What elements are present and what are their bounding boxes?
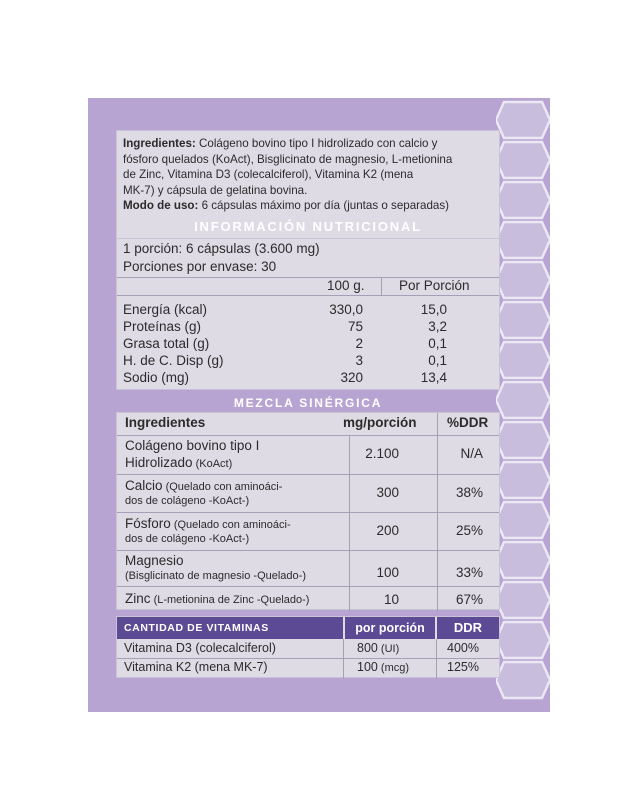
mix-mg: 300 bbox=[376, 485, 399, 500]
vitamin-ddr: 125% bbox=[447, 660, 479, 674]
divider bbox=[117, 435, 499, 436]
mix-name-line-1: Colágeno bovino tipo I bbox=[125, 438, 260, 453]
mix-col-ddr: %DDR bbox=[447, 415, 489, 430]
vitamin-portion: 100 bbox=[357, 660, 378, 674]
ingredients-text-line-3: de Zinc, Vitamina D3 (colecalciferol), Vitamina K2 (mena bbox=[123, 168, 414, 181]
mix-ddr: N/A bbox=[460, 446, 483, 461]
ingredients-text-line-1: Colágeno bovino tipo I hidrolizado con calcio y bbox=[195, 137, 438, 150]
divider bbox=[436, 639, 437, 679]
mix-ddr: 33% bbox=[455, 565, 483, 580]
vitamins-col-ddr: DDR bbox=[437, 617, 499, 639]
mix-mg: 10 bbox=[383, 592, 399, 607]
nutrient-name: Sodio (mg) bbox=[123, 370, 190, 385]
mix-ddr: 67% bbox=[455, 592, 483, 607]
divider bbox=[117, 295, 499, 296]
vitamins-col-portion: por porción bbox=[345, 617, 435, 639]
label-content bbox=[88, 98, 508, 712]
divider bbox=[381, 277, 382, 295]
mix-ddr: 25% bbox=[455, 523, 483, 538]
serving-size: 1 porción: 6 cápsulas (3.600 mg) bbox=[123, 241, 320, 256]
mix-ddr: 38% bbox=[455, 485, 483, 500]
nutrient-name: Proteínas (g) bbox=[123, 319, 202, 334]
mix-name-line-2: Hidrolizado bbox=[125, 455, 193, 470]
mix-table bbox=[116, 412, 500, 610]
nutrition-table bbox=[116, 238, 500, 390]
vitamins-col-name: CANTIDAD DE VITAMINAS bbox=[117, 617, 343, 639]
ingredients-text-line-4: MK-7) y cápsula de gelatina bovina. bbox=[123, 183, 308, 197]
nutrient-name: Grasa total (g) bbox=[123, 336, 210, 351]
vitamins-table bbox=[116, 616, 500, 678]
divider bbox=[117, 512, 499, 513]
mix-name-note: (KoAct) bbox=[192, 458, 233, 470]
mix-col-mg: mg/porción bbox=[343, 415, 417, 430]
nutrient-name: H. de C. Disp (g) bbox=[123, 353, 224, 368]
divider bbox=[343, 639, 344, 679]
mix-name-line-2: dos de colágeno -KoAct-) bbox=[125, 533, 250, 545]
ingredients-label: Ingredientes: bbox=[123, 137, 196, 150]
nutrient-per100: 2 bbox=[355, 336, 363, 351]
vitamin-portion: 800 bbox=[357, 641, 378, 655]
nutrient-portion: 0,1 bbox=[428, 336, 447, 351]
mix-name-line-1: Zinc bbox=[125, 591, 151, 606]
vitamin-ddr: 400% bbox=[447, 641, 479, 655]
mix-name-line-1: Fósforo bbox=[125, 516, 171, 531]
mix-mg: 100 bbox=[376, 565, 399, 580]
mix-name-line-1: Calcio bbox=[125, 478, 163, 493]
mix-name-line-2: (Bisglicinato de magnesio -Quelado-) bbox=[125, 570, 306, 582]
nutrient-per100: 75 bbox=[347, 319, 363, 334]
usage-text: 6 cápsulas máximo por día (juntas o separadas) bbox=[198, 199, 450, 212]
supplement-label-panel bbox=[88, 98, 550, 712]
mix-mg: 200 bbox=[376, 523, 399, 538]
divider bbox=[117, 658, 499, 659]
vitamin-unit: (mcg) bbox=[377, 662, 410, 674]
nutrient-portion: 13,4 bbox=[420, 370, 447, 385]
nutrient-per100: 3 bbox=[355, 353, 363, 368]
mix-name-line-2: dos de colágeno -KoAct-) bbox=[125, 495, 250, 507]
col-100g-header: 100 g. bbox=[327, 278, 365, 293]
nutrient-name: Energía (kcal) bbox=[123, 302, 208, 317]
vitamin-name: Vitamina K2 (mena MK-7) bbox=[124, 660, 268, 674]
nutrient-per100: 330,0 bbox=[329, 302, 363, 317]
nutrient-portion: 3,2 bbox=[428, 319, 447, 334]
nutrient-per100: 320 bbox=[340, 370, 363, 385]
usage-label: Modo de uso: bbox=[123, 199, 199, 212]
mix-name-line-1: Magnesio bbox=[125, 553, 184, 568]
nutrient-portion: 0,1 bbox=[428, 353, 447, 368]
nutrition-title: INFORMACIÓN NUTRICIONAL bbox=[194, 219, 422, 234]
vitamin-unit: (UI) bbox=[377, 643, 400, 655]
divider bbox=[349, 435, 350, 611]
divider bbox=[117, 550, 499, 551]
mix-mg: 2.100 bbox=[365, 446, 399, 461]
ingredients-text-line-2: fósforo quelados (KoAct), Bisglicinato de magnesio, L-metionina bbox=[123, 152, 453, 166]
divider bbox=[117, 474, 499, 475]
mix-name-note: (L-metionina de Zinc -Quelado-) bbox=[150, 594, 310, 606]
nutrient-portion: 15,0 bbox=[420, 302, 447, 317]
mix-name-note: (Quelado con aminoáci- bbox=[170, 519, 291, 531]
divider bbox=[117, 586, 499, 587]
mix-name-note: (Quelado con aminoáci- bbox=[162, 481, 283, 493]
servings-per-pack: Porciones por envase: 30 bbox=[123, 259, 277, 274]
col-portion-header: Por Porción bbox=[399, 278, 470, 293]
vitamin-name: Vitamina D3 (colecalciferol) bbox=[124, 641, 276, 655]
mix-title: MEZCLA SINÉRGICA bbox=[233, 396, 383, 410]
mix-col-ingredients: Ingredientes bbox=[125, 415, 206, 430]
